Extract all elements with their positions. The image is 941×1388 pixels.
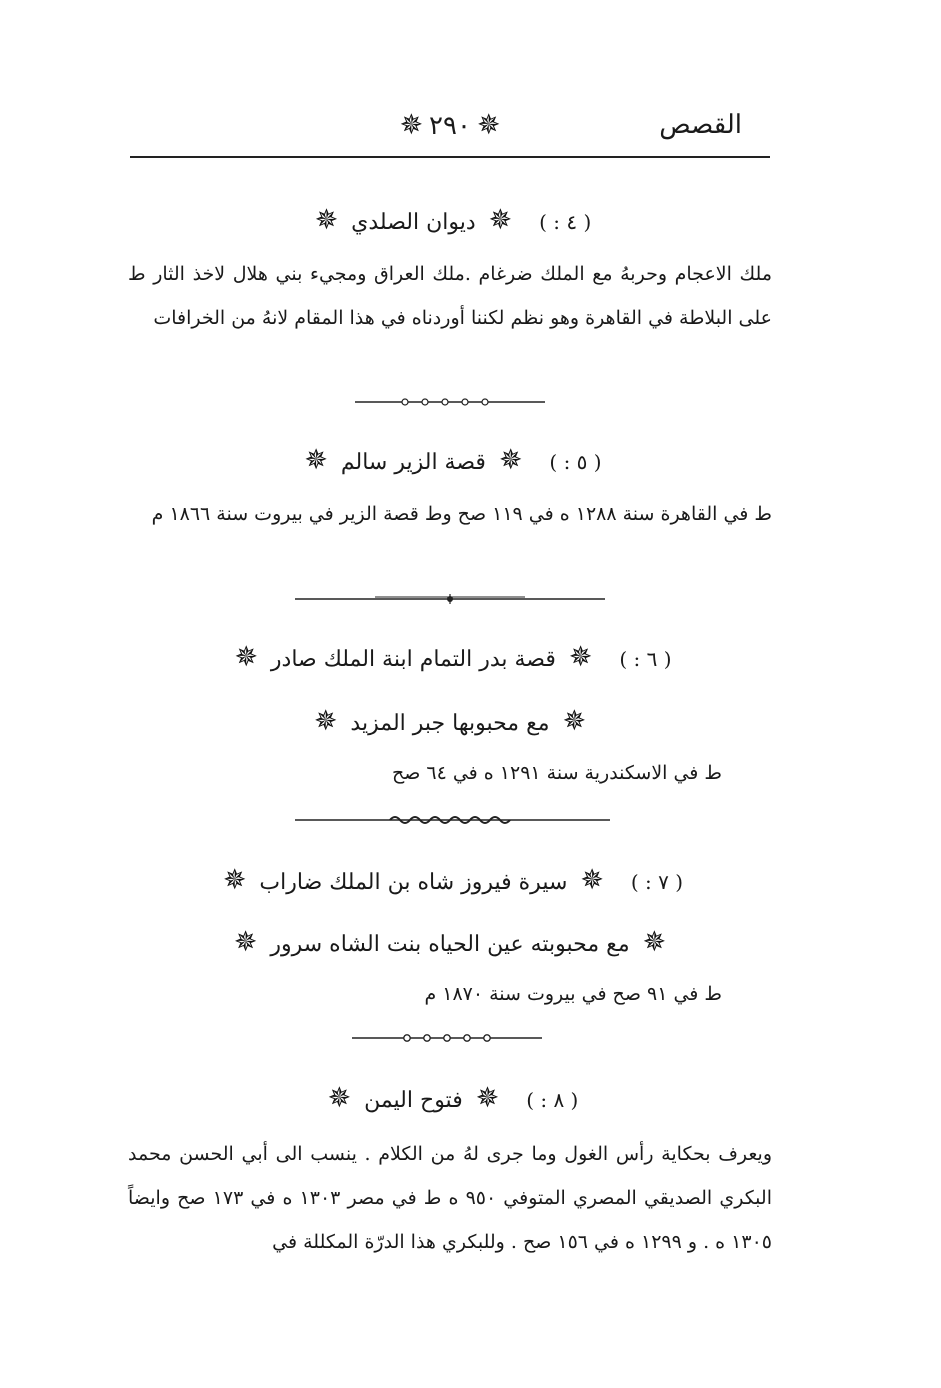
star-ornament-icon: ✵ — [234, 640, 258, 673]
section-title: قصة الزير سالم — [340, 450, 486, 475]
section-title: سيرة فيروز شاه بن الملك ضاراب — [259, 870, 568, 895]
section-subtitle-text: مع محبوبها جبر المزيد — [350, 711, 550, 736]
section-body: ويعرف بحكاية رأس الغول وما جرى لهُ من الكلام . ينسب الى أبي الحسن محمد البكري الصديقي المصري المتوفي ٩٥٠ ه ط في مصر ١٣٠٣ ه في ١٧٣ صح وايضاً ١٣٠٥ ه . و ١٢٩٩ ه في ١٥٦ صح . وللبكري هذا الدرّة المكللة في — [128, 1143, 772, 1253]
section-number: ( ٦ : ) — [619, 647, 672, 671]
star-ornament-icon: ✵ — [304, 443, 328, 476]
star-ornament-icon: ✵ — [327, 1081, 352, 1114]
star-ornament-icon: ✵ — [476, 108, 501, 141]
section-heading — [120, 637, 780, 677]
section-6 — [120, 637, 780, 795]
section-heading — [120, 440, 780, 480]
page-number-group — [394, 108, 507, 141]
section-8 — [120, 1078, 780, 1264]
star-ornament-icon: ✵ — [498, 443, 523, 476]
star-ornament-icon: ✵ — [475, 1081, 500, 1114]
section-body: ط في ٩١ صح في بيروت سنة ١٨٧٠ م — [424, 983, 722, 1005]
star-ornament-icon: ✵ — [233, 925, 258, 958]
section-heading — [120, 200, 780, 240]
section-body: ملك الاعجام وحربهُ مع الملك ضرغام .ملك العراق ومجيء بني هلال لاخذ الثار ط على البلاطة في القاهرة وهو نظم لكننا أوردناه في هذا المقام لانهُ من الخرافات — [128, 263, 772, 329]
section-title: ديوان الصلدي — [351, 210, 476, 235]
section-heading — [120, 1078, 780, 1118]
section-heading — [120, 860, 780, 900]
section-subtitle — [120, 701, 780, 741]
star-ornament-icon: ✵ — [568, 640, 593, 673]
star-ornament-icon: ✵ — [222, 863, 247, 896]
section-7 — [120, 860, 780, 1016]
star-ornament-icon: ✵ — [399, 108, 424, 141]
section-5 — [120, 440, 780, 536]
header-rule — [130, 156, 770, 158]
section-4 — [120, 200, 780, 340]
section-body: ط في الاسكندرية سنة ١٢٩١ ه في ٦٤ صح — [391, 762, 722, 784]
star-ornament-icon: ✵ — [642, 925, 667, 958]
section-number: ( ٤ : ) — [539, 210, 592, 234]
section-number: ( ٥ : ) — [549, 450, 602, 474]
page-number: ٢٩٠ — [429, 111, 471, 141]
divider-ornament — [295, 813, 610, 827]
page-header — [130, 100, 770, 150]
star-ornament-icon: ✵ — [314, 203, 339, 236]
section-title: قصة بدر التمام ابنة الملك صادر — [270, 647, 556, 672]
divider-ornament — [352, 1031, 542, 1045]
star-ornament-icon: ✵ — [313, 704, 338, 737]
section-number: ( ٨ : ) — [526, 1088, 579, 1112]
section-subtitle-text: مع محبوبته عين الحياه بنت الشاه سرور — [270, 932, 630, 957]
section-body: ط في القاهرة سنة ١٢٨٨ ه في ١١٩ صح وط قصة الزير في بيروت سنة ١٨٦٦ م — [151, 503, 772, 525]
section-subtitle — [120, 922, 780, 962]
section-title: فتوح اليمن — [364, 1088, 463, 1113]
star-ornament-icon: ✵ — [488, 203, 513, 236]
divider-ornament — [295, 592, 605, 606]
running-title: القصص — [659, 110, 742, 140]
star-ornament-icon: ✵ — [562, 704, 587, 737]
divider-ornament — [355, 395, 545, 409]
star-ornament-icon: ✵ — [580, 863, 604, 896]
section-number: ( ٧ : ) — [630, 870, 684, 894]
